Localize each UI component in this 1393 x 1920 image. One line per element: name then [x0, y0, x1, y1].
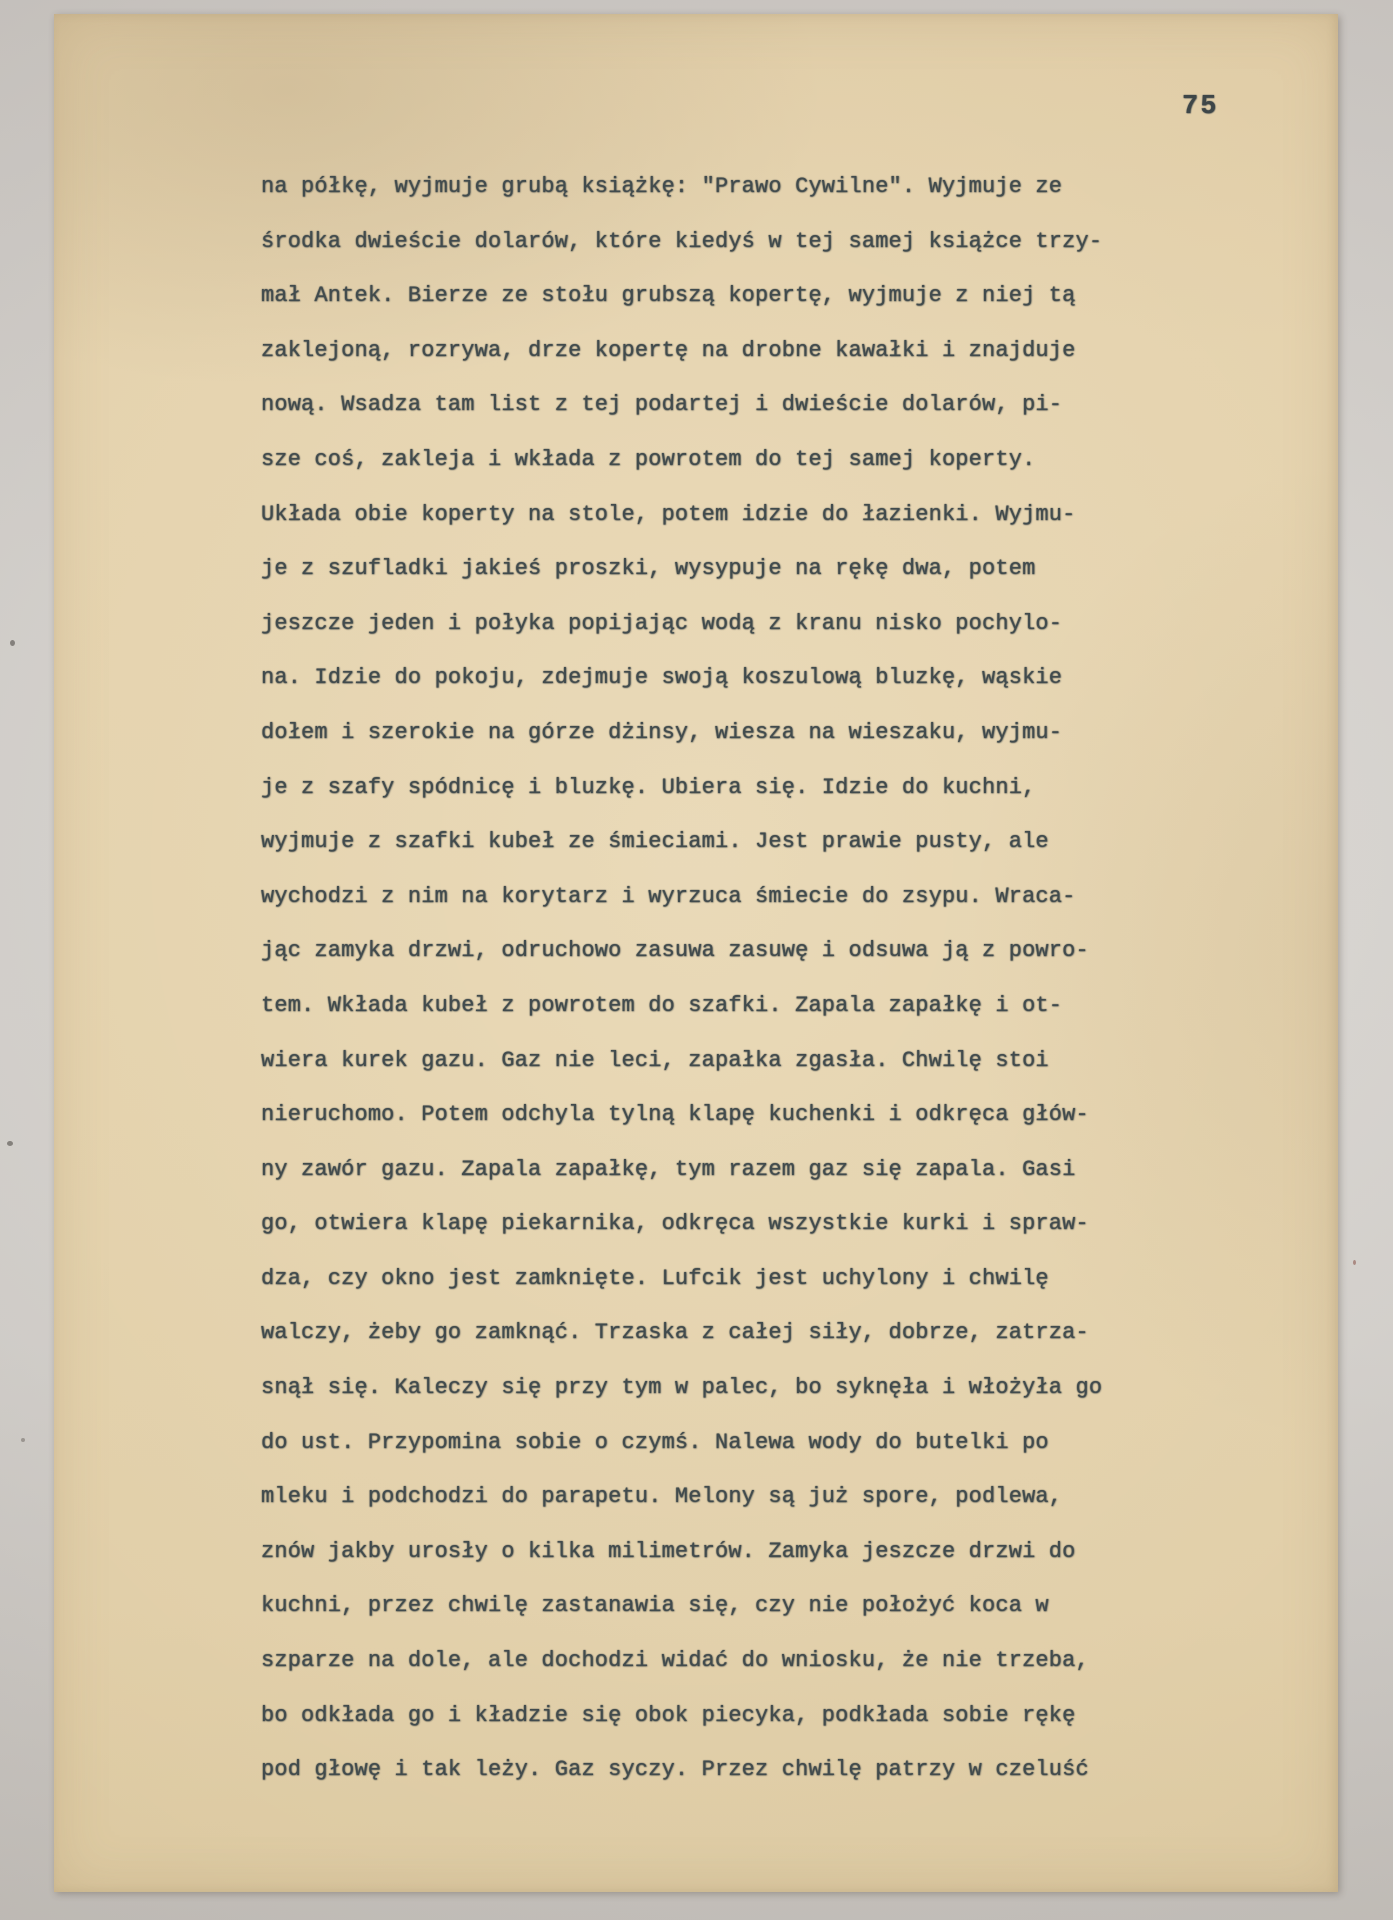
text-line: wiera kurek gazu. Gaz nie leci, zapałka zgasła. Chwilę stoi	[261, 1047, 1049, 1073]
text-line: zaklejoną, rozrywa, drze kopertę na drobne kawałki i znajduje	[261, 337, 1076, 363]
text-line: tem. Wkłada kubeł z powrotem do szafki. Zapala zapałkę i ot-	[261, 992, 1063, 1018]
text-line: mał Antek. Bierze ze stołu grubszą kopertę, wyjmuje z niej tą	[261, 283, 1076, 309]
typewritten-text-block	[261, 160, 1181, 1798]
text-line: środka dwieście dolarów, które kiedyś w tej samej książce trzy-	[261, 228, 1103, 254]
text-line: sze coś, zakleja i wkłada z powrotem do tej samej koperty.	[261, 446, 1036, 472]
page-number: 75	[1182, 92, 1219, 122]
dust-speck	[21, 1438, 25, 1442]
text-line: jąc zamyka drzwi, odruchowo zasuwa zasuwę i odsuwa ją z powro-	[261, 938, 1089, 964]
text-line: pod głowę i tak leży. Gaz syczy. Przez chwilę patrzy w czeluść	[261, 1757, 1089, 1783]
text-line: snął się. Kaleczy się przy tym w palec, bo syknęła i włożyła go	[261, 1375, 1103, 1401]
dust-speck	[7, 1141, 13, 1146]
text-line: dołem i szerokie na górze dżinsy, wiesza na wieszaku, wyjmu-	[261, 719, 1063, 745]
text-line: je z szafy spódnicę i bluzkę. Ubiera się. Idzie do kuchni,	[261, 774, 1036, 800]
text-line: znów jakby urosły o kilka milimetrów. Zamyka jeszcze drzwi do	[261, 1538, 1076, 1564]
text-line: nieruchomo. Potem odchyla tylną klapę kuchenki i odkręca głów-	[261, 1102, 1089, 1128]
text-line: kuchni, przez chwilę zastanawia się, czy nie położyć koca w	[261, 1593, 1049, 1619]
dust-speck	[10, 640, 15, 646]
text-line: bo odkłada go i kładzie się obok piecyka, podkłada sobie rękę	[261, 1702, 1076, 1728]
dust-speck	[1353, 1260, 1356, 1265]
text-line: wyjmuje z szafki kubeł ze śmieciami. Jest prawie pusty, ale	[261, 829, 1049, 855]
text-line: je z szufladki jakieś proszki, wysypuje na rękę dwa, potem	[261, 556, 1036, 582]
text-line: mleku i podchodzi do parapetu. Melony są już spore, podlewa,	[261, 1484, 1063, 1510]
text-line: szparze na dole, ale dochodzi widać do wniosku, że nie trzeba,	[261, 1648, 1089, 1674]
text-line: walczy, żeby go zamknąć. Trzaska z całej siły, dobrze, zatrza-	[261, 1320, 1089, 1346]
text-line: Układa obie koperty na stole, potem idzie do łazienki. Wyjmu-	[261, 501, 1076, 527]
text-line: go, otwiera klapę piekarnika, odkręca wszystkie kurki i spraw-	[261, 1211, 1089, 1237]
text-line: na półkę, wyjmuje grubą książkę: "Prawo Cywilne". Wyjmuje ze	[261, 174, 1063, 199]
text-line: dza, czy okno jest zamknięte. Lufcik jest uchylony i chwilę	[261, 1265, 1049, 1291]
text-line: ny zawór gazu. Zapala zapałkę, tym razem gaz się zapala. Gasi	[261, 1156, 1076, 1182]
text-line: nową. Wsadza tam list z tej podartej i dwieście dolarów, pi-	[261, 392, 1063, 418]
text-line: do ust. Przypomina sobie o czymś. Nalewa wody do butelki po	[261, 1429, 1049, 1455]
text-line: na. Idzie do pokoju, zdejmuje swoją koszulową bluzkę, wąskie	[261, 665, 1063, 691]
typewritten-page	[54, 14, 1338, 1892]
text-line: wychodzi z nim na korytarz i wyrzuca śmiecie do zsypu. Wraca-	[261, 883, 1076, 909]
text-line: jeszcze jeden i połyka popijając wodą z kranu nisko pochylo-	[261, 610, 1063, 636]
